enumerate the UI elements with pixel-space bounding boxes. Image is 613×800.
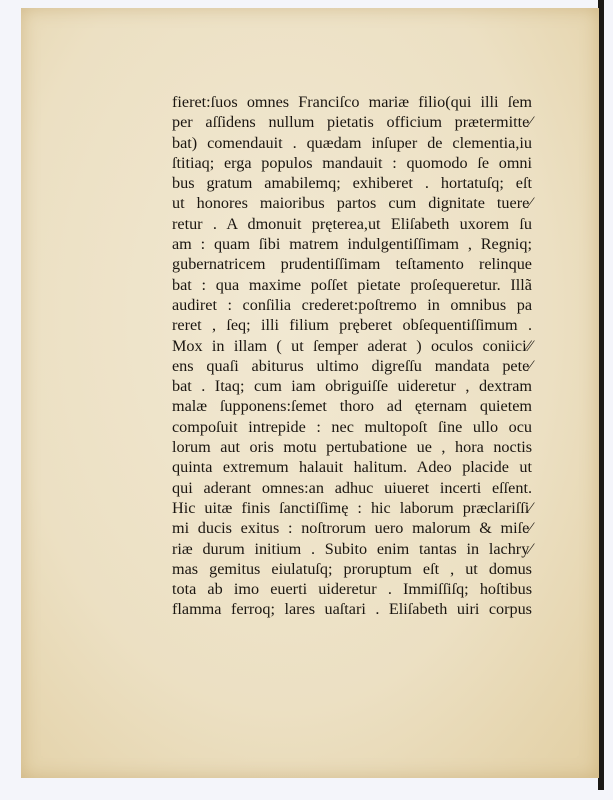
text-line: audiret : conſilia crederet:poſtremo in omnibus pa — [172, 295, 532, 314]
text-line: per aſſidens nullum pietatis officium prætermitte⁄ — [172, 113, 532, 132]
text-line: ſtitiaq; erga populos mandauit : quomodo ſe omni — [172, 153, 532, 172]
book-page — [21, 8, 599, 778]
text-line: fieret:ſuos omnes Franciſco mariæ filio(qui illi ſem — [172, 93, 532, 111]
text-line: malæ ſupponens:ſemet thoro ad ęternam quietem — [172, 397, 532, 416]
text-line: bus gratum amabilemq; exhiberet . hortatuſq; eſt — [172, 174, 532, 193]
text-line: mi ducis exitus : noſtrorum uero malorum & miſe⁄ — [172, 519, 532, 538]
text-line: ens quaſi abiturus ultimo digreſſu mandata pete⁄ — [172, 356, 532, 375]
text-line: retur . A dmonuit pręterea,ut Eliſabeth uxorem ſu — [172, 214, 532, 233]
text-line: am : quam ſibi matrem indulgentiſſimam , Regniq; — [172, 235, 532, 254]
text-line: bat : qua maxime poſſet pietate proſequeretur. Illã — [172, 275, 532, 294]
text-line: reret , ſeq; illi filium pręberet obſequentiſſimum . — [172, 316, 532, 335]
text-line: bat . Itaq; cum iam obriguiſſe uideretur , dextram — [172, 377, 532, 396]
body-text — [172, 92, 532, 620]
text-line: flamma ferroq; lares uaſtari . Eliſabeth uiri corpus — [172, 600, 532, 619]
text-line: tota ab imo euerti uideretur . Immiſſiſq; hoſtibus — [172, 580, 532, 599]
text-line: qui aderant omnes:an adhuc uiueret incerti eſſent. — [172, 478, 532, 497]
text-line: riæ durum initium . Subito enim tantas in lachry⁄ — [172, 539, 532, 558]
text-line: ut honores maioribus partos cum dignitate tuere⁄ — [172, 194, 532, 213]
text-line: compoſuit intrepide : nec multopoſt ſine ullo ocu — [172, 417, 532, 436]
text-line: lorum aut oris motu pertubatione ue , hora noctis — [172, 438, 532, 457]
text-line: quinta extremum halauit halitum. Adeo placide ut — [172, 458, 532, 477]
text-line: Mox in illam ( ut ſemper aderat ) oculos coniici⁄⁄ — [172, 336, 532, 355]
text-line: Hic uitæ finis ſanctiſſimę : hic laborum præclariſſi⁄ — [172, 498, 532, 517]
text-line: bat) comendauit . quædam inſuper de clementia,iu — [172, 133, 532, 152]
text-line: mas gemitus eiulatuſq; proruptum eſt , ut domus — [172, 559, 532, 578]
text-line: gubernatricem prudentiſſimam teſtamento relinque — [172, 255, 532, 274]
